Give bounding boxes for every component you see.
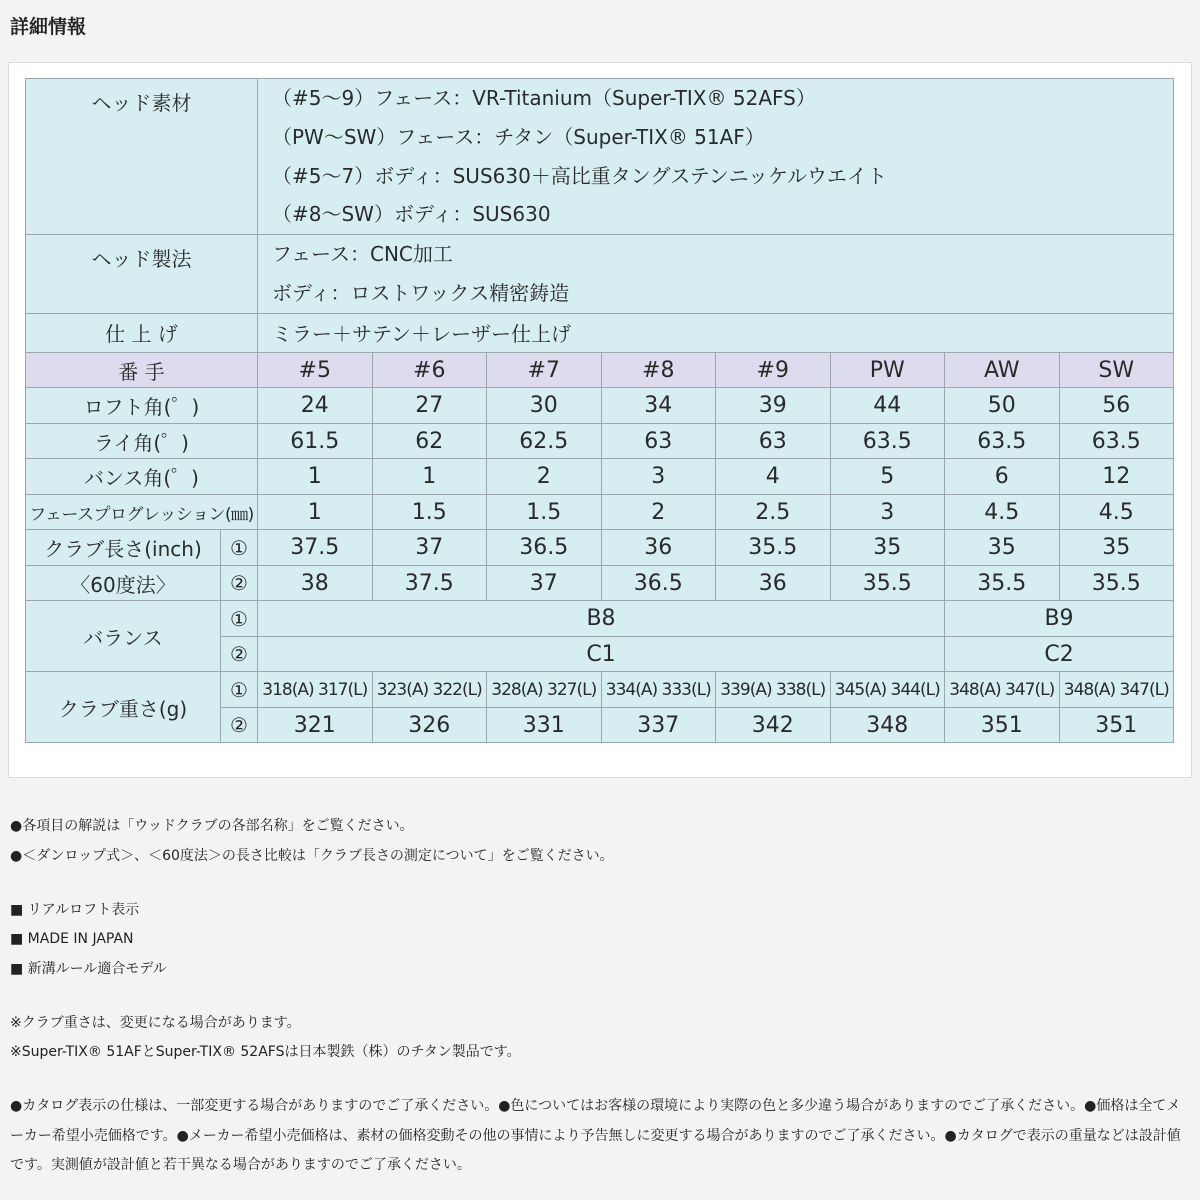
length-cell: 38 [258, 565, 373, 601]
head-material-line: （#5～7）ボディ：SUS630＋高比重タングステンニッケルウエイト [272, 163, 888, 188]
length-cell: 36.5 [601, 565, 716, 601]
club-number-cell: #5 [258, 352, 373, 388]
length-cell: 37.5 [372, 565, 487, 601]
balance-label: バランス [26, 601, 221, 672]
bounce-row [26, 459, 1174, 495]
length-cell: 37 [487, 565, 602, 601]
head-method-line: フェース：CNC加工 [272, 242, 453, 267]
weight-cell: 339(A) 338(L) [716, 672, 831, 708]
progression-cell: 1 [258, 494, 373, 530]
club-number-cell: SW [1059, 352, 1174, 388]
weight-cell: 318(A) 317(L) [258, 672, 373, 708]
balance-cell: C2 [945, 636, 1174, 672]
finish-label: 仕 上 げ [26, 313, 258, 352]
weight-label: クラブ重さ(g) [26, 672, 221, 743]
loft-cell: 44 [830, 388, 945, 424]
club-number-cell: #6 [372, 352, 487, 388]
head-method-label: ヘッド製法 [26, 235, 258, 314]
loft-cell: 34 [601, 388, 716, 424]
weight-cell: 345(A) 344(L) [830, 672, 945, 708]
balance-cell: B9 [945, 601, 1174, 637]
length-cell: 36 [716, 565, 831, 601]
lie-cell: 63.5 [945, 423, 1060, 459]
club-number-row [26, 352, 1174, 388]
page-title: 詳細情報 [10, 16, 87, 38]
progression-cell: 2.5 [716, 494, 831, 530]
loft-cell: 27 [372, 388, 487, 424]
balance-marker-2: ② [221, 636, 258, 672]
loft-cell: 30 [487, 388, 602, 424]
bounce-cell: 2 [487, 459, 602, 495]
length-row-1 [26, 530, 1174, 566]
feature-line: ■ リアルロフト表示 [10, 901, 140, 918]
loft-cell: 50 [945, 388, 1060, 424]
bounce-cell: 5 [830, 459, 945, 495]
bounce-cell: 1 [372, 459, 487, 495]
catalog-disclaimer: ●カタログ表示の仕様は、一部変更する場合がありますのでご了承ください。●色についてはお客様の環境により実際の色と多少違う場合がありますのでご了承ください。●価格は全てメーカー希望小売価格です。●メーカー希望小売価格は、素材の価格変動その他の事情により予告無しに変更する場合がありますのでご了承ください。●カタログで表示の重量などは設計値です。実測値が設計値と若干異なる場合がありますのでご了承ください。 [10, 1098, 1181, 1173]
head-method-row [26, 235, 1174, 314]
loft-row [26, 388, 1174, 424]
caution-line: ※Super-TIX® 51AFとSuper-TIX® 52AFSは日本製鉄（株）のチタン製品です。 [10, 1044, 521, 1060]
finish-value: ミラー＋サテン＋レーザー仕上げ [258, 313, 1174, 352]
length-cell: 35.5 [1059, 565, 1174, 601]
club-number-cell: PW [830, 352, 945, 388]
lie-cell: 61.5 [258, 423, 373, 459]
head-material-line: （#8～SW）ボディ：SUS630 [272, 202, 551, 227]
lie-row [26, 423, 1174, 459]
spec-table [25, 78, 1174, 743]
head-method-value [258, 235, 1174, 314]
length-cell: 37.5 [258, 530, 373, 566]
length-cell: 35.5 [945, 565, 1060, 601]
progression-cell: 4.5 [1059, 494, 1174, 530]
club-number-cell: AW [945, 352, 1060, 388]
lie-cell: 63 [716, 423, 831, 459]
head-method-line: ボディ：ロストワックス精密鋳造 [272, 280, 570, 305]
lie-cell: 63 [601, 423, 716, 459]
length-cell: 35 [1059, 530, 1174, 566]
bounce-cell: 3 [601, 459, 716, 495]
length-cell: 37 [372, 530, 487, 566]
length-cell: 36 [601, 530, 716, 566]
balance-cell: C1 [258, 636, 945, 672]
lie-label: ライ角(゜) [26, 423, 258, 459]
weight-cell: 351 [1059, 707, 1174, 743]
length-marker-2: ② [221, 565, 258, 601]
bounce-cell: 6 [945, 459, 1060, 495]
length-cell: 35 [830, 530, 945, 566]
lie-cell: 62 [372, 423, 487, 459]
caution-line: ※クラブ重さは、変更になる場合があります。 [10, 1014, 301, 1031]
length-label: クラブ長さ(inch) [26, 530, 221, 566]
note-line: ●各項目の解説は「ウッドクラブの各部名称」をご覧ください。 [10, 818, 414, 834]
bounce-cell: 12 [1059, 459, 1174, 495]
finish-row [26, 313, 1174, 352]
weight-marker-2: ② [221, 707, 258, 743]
progression-cell: 2 [601, 494, 716, 530]
weight-cell: 348(A) 347(L) [945, 672, 1060, 708]
bounce-cell: 4 [716, 459, 831, 495]
progression-cell: 1.5 [487, 494, 602, 530]
loft-cell: 24 [258, 388, 373, 424]
head-material-value [258, 79, 1174, 235]
weight-cell: 334(A) 333(L) [601, 672, 716, 708]
length-method-label: 〈60度法〉 [26, 565, 221, 601]
weight-cell: 331 [487, 707, 602, 743]
balance-cell: B8 [258, 601, 945, 637]
weight-marker-1: ① [221, 672, 258, 708]
weight-cell: 323(A) 322(L) [372, 672, 487, 708]
lie-cell: 63.5 [1059, 423, 1174, 459]
length-cell: 36.5 [487, 530, 602, 566]
bounce-cell: 1 [258, 459, 373, 495]
bounce-label: バンス角(゜) [26, 459, 258, 495]
head-material-row [26, 79, 1174, 235]
head-material-label: ヘッド素材 [26, 79, 258, 235]
weight-cell: 326 [372, 707, 487, 743]
weight-cell: 348 [830, 707, 945, 743]
club-number-cell: #9 [716, 352, 831, 388]
progression-row [26, 494, 1174, 530]
length-cell: 35.5 [830, 565, 945, 601]
weight-cell: 351 [945, 707, 1060, 743]
weight-row-1 [26, 672, 1174, 708]
feature-line: ■ MADE IN JAPAN [10, 931, 134, 947]
weight-cell: 348(A) 347(L) [1059, 672, 1174, 708]
head-material-line: （PW～SW）フェース：チタン（Super-TIX® 51AF） [272, 124, 765, 149]
length-cell: 35.5 [716, 530, 831, 566]
club-number-label: 番 手 [26, 352, 258, 388]
loft-label: ロフト角(゜) [26, 388, 258, 424]
progression-cell: 4.5 [945, 494, 1060, 530]
notes-section [10, 812, 1190, 1181]
weight-cell: 342 [716, 707, 831, 743]
balance-row-1 [26, 601, 1174, 637]
lie-cell: 63.5 [830, 423, 945, 459]
lie-cell: 62.5 [487, 423, 602, 459]
progression-cell: 1.5 [372, 494, 487, 530]
club-number-cell: #8 [601, 352, 716, 388]
note-line: ●＜ダンロップ式＞、＜60度法＞の長さ比較は「クラブ長さの測定について」をご覧ください。 [10, 847, 614, 864]
weight-cell: 328(A) 327(L) [487, 672, 602, 708]
progression-cell: 3 [830, 494, 945, 530]
length-cell: 35 [945, 530, 1060, 566]
length-marker-1: ① [221, 530, 258, 566]
feature-line: ■ 新溝ルール適合モデル [10, 960, 167, 977]
progression-label: フェースプログレッション(㎜) [26, 494, 258, 530]
club-number-cell: #7 [487, 352, 602, 388]
loft-cell: 39 [716, 388, 831, 424]
loft-cell: 56 [1059, 388, 1174, 424]
weight-cell: 321 [258, 707, 373, 743]
weight-cell: 337 [601, 707, 716, 743]
balance-marker-1: ① [221, 601, 258, 637]
head-material-line: （#5～9）フェース：VR-Titanium（Super-TIX® 52AFS） [272, 86, 816, 110]
length-row-2 [26, 565, 1174, 601]
